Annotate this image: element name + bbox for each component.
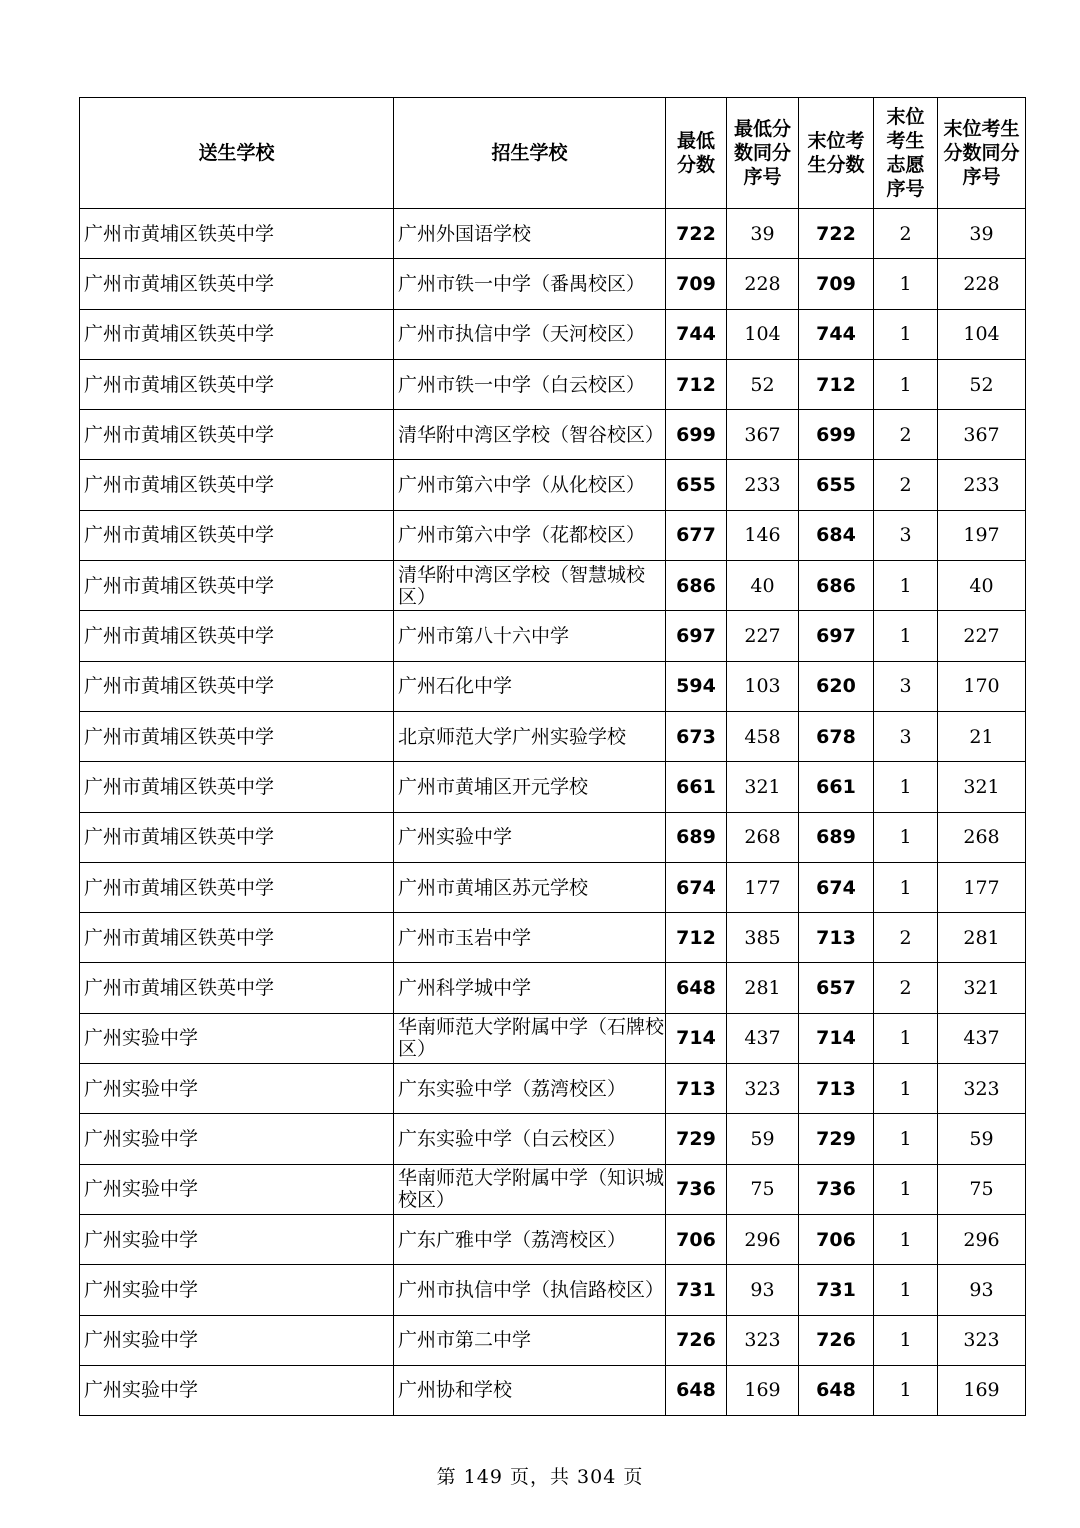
table-header <box>80 98 1026 209</box>
admitting-school-cell: 清华附中湾区学校（智谷校区） <box>394 410 666 460</box>
sending-school-cell: 广州市黄埔区铁英中学 <box>80 359 394 409</box>
last-score-cell: 689 <box>799 812 874 862</box>
header-last-choice-order-line: 序号 <box>886 178 925 200</box>
table-row <box>80 1013 1026 1063</box>
sending-school-cell: 广州实验中学 <box>80 1013 394 1063</box>
table-row <box>80 359 1026 409</box>
last-score-cell: 729 <box>799 1114 874 1164</box>
table-row <box>80 1164 1026 1214</box>
min-score-cell: 722 <box>666 209 727 259</box>
min-score-cell: 699 <box>666 410 727 460</box>
last-choice-order-cell: 1 <box>874 812 938 862</box>
sending-school-cell: 广州市黄埔区铁英中学 <box>80 862 394 912</box>
last-score-cell: 686 <box>799 561 874 611</box>
min-score-cell: 677 <box>666 510 727 560</box>
min-score-rank-cell: 104 <box>727 309 799 359</box>
min-score-rank-cell: 323 <box>727 1315 799 1365</box>
header-last-choice-order-line: 末位 <box>886 106 925 128</box>
admitting-school-cell: 广州市第八十六中学 <box>394 611 666 661</box>
min-score-rank-cell: 103 <box>727 661 799 711</box>
table-row <box>80 812 1026 862</box>
min-score-rank-cell: 75 <box>727 1164 799 1214</box>
table-row <box>80 711 1026 761</box>
min-score-rank-cell: 281 <box>727 963 799 1013</box>
last-score-cell: 726 <box>799 1315 874 1365</box>
last-choice-order-cell: 1 <box>874 1064 938 1114</box>
header-admitting-school-line: 招生学校 <box>491 142 568 164</box>
min-score-cell: 729 <box>666 1114 727 1164</box>
last-choice-order-cell: 2 <box>874 913 938 963</box>
last-score-rank-cell: 59 <box>938 1114 1026 1164</box>
min-score-cell: 744 <box>666 309 727 359</box>
min-score-rank-cell: 39 <box>727 209 799 259</box>
header-admitting-school <box>394 98 666 209</box>
sending-school-cell: 广州市黄埔区铁英中学 <box>80 711 394 761</box>
min-score-cell: 714 <box>666 1013 727 1063</box>
sending-school-cell: 广州市黄埔区铁英中学 <box>80 510 394 560</box>
header-min-score-rank-line: 序号 <box>743 166 782 188</box>
min-score-rank-cell: 59 <box>727 1114 799 1164</box>
sending-school-cell: 广州市黄埔区铁英中学 <box>80 812 394 862</box>
admitting-school-cell: 广州石化中学 <box>394 661 666 711</box>
header-sending-school <box>80 98 394 209</box>
last-score-cell: 678 <box>799 711 874 761</box>
admitting-school-cell: 广州市第二中学 <box>394 1315 666 1365</box>
table-row <box>80 913 1026 963</box>
header-last-choice-order-line: 志愿 <box>886 154 925 176</box>
min-score-rank-cell: 323 <box>727 1064 799 1114</box>
table-row <box>80 510 1026 560</box>
admitting-school-cell: 广州外国语学校 <box>394 209 666 259</box>
admitting-school-cell: 广州市铁一中学（番禺校区） <box>394 259 666 309</box>
last-score-cell: 661 <box>799 762 874 812</box>
admitting-school-cell: 华南师范大学附属中学（石牌校区） <box>394 1013 666 1063</box>
header-min-score-line: 最低 <box>676 130 715 152</box>
header-last-choice-order <box>874 98 938 209</box>
admitting-school-cell: 广东实验中学（白云校区） <box>394 1114 666 1164</box>
last-score-rank-cell: 323 <box>938 1315 1026 1365</box>
min-score-cell: 706 <box>666 1214 727 1264</box>
admitting-school-cell: 广州科学城中学 <box>394 963 666 1013</box>
last-score-cell: 657 <box>799 963 874 1013</box>
min-score-rank-cell: 385 <box>727 913 799 963</box>
table-row <box>80 611 1026 661</box>
sending-school-cell: 广州市黄埔区铁英中学 <box>80 309 394 359</box>
min-score-rank-cell: 268 <box>727 812 799 862</box>
min-score-cell: 713 <box>666 1064 727 1114</box>
last-choice-order-cell: 2 <box>874 963 938 1013</box>
admitting-school-cell: 广州协和学校 <box>394 1365 666 1415</box>
min-score-rank-cell: 52 <box>727 359 799 409</box>
min-score-cell: 648 <box>666 963 727 1013</box>
last-score-rank-cell: 52 <box>938 359 1026 409</box>
table-row <box>80 1114 1026 1164</box>
last-score-cell: 620 <box>799 661 874 711</box>
last-score-rank-cell: 169 <box>938 1365 1026 1415</box>
last-score-rank-cell: 321 <box>938 963 1026 1013</box>
last-score-rank-cell: 21 <box>938 711 1026 761</box>
last-choice-order-cell: 2 <box>874 460 938 510</box>
admitting-school-cell: 广东实验中学（荔湾校区） <box>394 1064 666 1114</box>
header-min-score-rank-line: 最低分 <box>733 118 791 140</box>
sending-school-cell: 广州实验中学 <box>80 1114 394 1164</box>
page-footer: 第 149 页，共 304 页 <box>436 1466 644 1488</box>
last-choice-order-cell: 1 <box>874 1013 938 1063</box>
header-last-score-rank <box>938 98 1026 209</box>
min-score-cell: 709 <box>666 259 727 309</box>
min-score-rank-cell: 227 <box>727 611 799 661</box>
min-score-rank-cell: 40 <box>727 561 799 611</box>
last-score-rank-cell: 75 <box>938 1164 1026 1214</box>
table-row <box>80 1315 1026 1365</box>
min-score-rank-cell: 233 <box>727 460 799 510</box>
min-score-rank-cell: 458 <box>727 711 799 761</box>
last-score-rank-cell: 177 <box>938 862 1026 912</box>
last-choice-order-cell: 2 <box>874 209 938 259</box>
last-score-cell: 699 <box>799 410 874 460</box>
header-last-score <box>799 98 874 209</box>
header-sending-school-line: 送生学校 <box>198 142 275 164</box>
admitting-school-cell: 广州市执信中学（天河校区） <box>394 309 666 359</box>
last-score-cell: 714 <box>799 1013 874 1063</box>
min-score-cell: 686 <box>666 561 727 611</box>
last-choice-order-cell: 3 <box>874 661 938 711</box>
sending-school-cell: 广州市黄埔区铁英中学 <box>80 661 394 711</box>
table-row <box>80 1365 1026 1415</box>
header-last-score-rank-line: 序号 <box>962 166 1001 188</box>
last-choice-order-cell: 1 <box>874 359 938 409</box>
last-score-cell: 709 <box>799 259 874 309</box>
table-row <box>80 862 1026 912</box>
last-score-rank-cell: 227 <box>938 611 1026 661</box>
last-score-rank-cell: 268 <box>938 812 1026 862</box>
last-choice-order-cell: 1 <box>874 762 938 812</box>
header-min-score <box>666 98 727 209</box>
admitting-school-cell: 广州市玉岩中学 <box>394 913 666 963</box>
sending-school-cell: 广州实验中学 <box>80 1214 394 1264</box>
table-row <box>80 661 1026 711</box>
header-min-score-rank <box>727 98 799 209</box>
last-score-rank-cell: 437 <box>938 1013 1026 1063</box>
sending-school-cell: 广州实验中学 <box>80 1064 394 1114</box>
min-score-rank-cell: 367 <box>727 410 799 460</box>
min-score-rank-cell: 169 <box>727 1365 799 1415</box>
last-score-cell: 706 <box>799 1214 874 1264</box>
min-score-cell: 655 <box>666 460 727 510</box>
min-score-rank-cell: 321 <box>727 762 799 812</box>
last-score-cell: 722 <box>799 209 874 259</box>
last-choice-order-cell: 1 <box>874 1164 938 1214</box>
last-score-rank-cell: 233 <box>938 460 1026 510</box>
last-score-rank-cell: 93 <box>938 1265 1026 1315</box>
last-score-cell: 736 <box>799 1164 874 1214</box>
last-score-rank-cell: 228 <box>938 259 1026 309</box>
table-row <box>80 1265 1026 1315</box>
sending-school-cell: 广州市黄埔区铁英中学 <box>80 762 394 812</box>
min-score-cell: 726 <box>666 1315 727 1365</box>
min-score-cell: 736 <box>666 1164 727 1214</box>
table-body <box>80 209 1026 1416</box>
admitting-school-cell: 广州市铁一中学（白云校区） <box>394 359 666 409</box>
last-choice-order-cell: 1 <box>874 862 938 912</box>
last-score-cell: 713 <box>799 913 874 963</box>
sending-school-cell: 广州市黄埔区铁英中学 <box>80 460 394 510</box>
table-row <box>80 460 1026 510</box>
last-choice-order-cell: 2 <box>874 410 938 460</box>
admitting-school-cell: 北京师范大学广州实验学校 <box>394 711 666 761</box>
header-last-score-line: 生分数 <box>807 154 865 176</box>
sending-school-cell: 广州市黄埔区铁英中学 <box>80 561 394 611</box>
last-score-rank-cell: 197 <box>938 510 1026 560</box>
last-score-cell: 744 <box>799 309 874 359</box>
admitting-school-cell: 清华附中湾区学校（智慧城校区） <box>394 561 666 611</box>
min-score-rank-cell: 437 <box>727 1013 799 1063</box>
last-choice-order-cell: 3 <box>874 510 938 560</box>
table-row <box>80 963 1026 1013</box>
last-score-rank-cell: 170 <box>938 661 1026 711</box>
last-score-rank-cell: 281 <box>938 913 1026 963</box>
table-row <box>80 410 1026 460</box>
sending-school-cell: 广州市黄埔区铁英中学 <box>80 410 394 460</box>
last-score-rank-cell: 40 <box>938 561 1026 611</box>
min-score-rank-cell: 177 <box>727 862 799 912</box>
header-last-score-rank-line: 末位考生 <box>943 118 1020 140</box>
min-score-rank-cell: 296 <box>727 1214 799 1264</box>
last-choice-order-cell: 1 <box>874 1265 938 1315</box>
min-score-rank-cell: 93 <box>727 1265 799 1315</box>
sending-school-cell: 广州实验中学 <box>80 1265 394 1315</box>
sending-school-cell: 广州市黄埔区铁英中学 <box>80 259 394 309</box>
last-choice-order-cell: 1 <box>874 561 938 611</box>
admitting-school-cell: 广东广雅中学（荔湾校区） <box>394 1214 666 1264</box>
admitting-school-cell: 广州市第六中学（花都校区） <box>394 510 666 560</box>
min-score-cell: 674 <box>666 862 727 912</box>
header-last-score-line: 末位考 <box>807 130 865 152</box>
admitting-school-cell: 广州市黄埔区苏元学校 <box>394 862 666 912</box>
header-last-choice-order-line: 考生 <box>886 130 925 152</box>
last-score-cell: 697 <box>799 611 874 661</box>
table-row <box>80 259 1026 309</box>
admitting-school-cell: 广州市执信中学（执信路校区） <box>394 1265 666 1315</box>
last-choice-order-cell: 1 <box>874 259 938 309</box>
sending-school-cell: 广州实验中学 <box>80 1164 394 1214</box>
min-score-cell: 731 <box>666 1265 727 1315</box>
last-choice-order-cell: 3 <box>874 711 938 761</box>
last-score-cell: 655 <box>799 460 874 510</box>
sending-school-cell: 广州实验中学 <box>80 1365 394 1415</box>
header-last-score-rank-line: 分数同分 <box>943 142 1020 164</box>
admitting-school-cell: 华南师范大学附属中学（知识城校区） <box>394 1164 666 1214</box>
last-score-rank-cell: 321 <box>938 762 1026 812</box>
sending-school-cell: 广州市黄埔区铁英中学 <box>80 963 394 1013</box>
last-choice-order-cell: 1 <box>874 1315 938 1365</box>
min-score-cell: 648 <box>666 1365 727 1415</box>
min-score-cell: 697 <box>666 611 727 661</box>
min-score-rank-cell: 146 <box>727 510 799 560</box>
min-score-cell: 712 <box>666 913 727 963</box>
min-score-cell: 712 <box>666 359 727 409</box>
min-score-cell: 594 <box>666 661 727 711</box>
last-score-rank-cell: 367 <box>938 410 1026 460</box>
last-choice-order-cell: 1 <box>874 1114 938 1164</box>
last-choice-order-cell: 1 <box>874 1214 938 1264</box>
last-score-rank-cell: 296 <box>938 1214 1026 1264</box>
table-row <box>80 209 1026 259</box>
min-score-cell: 673 <box>666 711 727 761</box>
sending-school-cell: 广州市黄埔区铁英中学 <box>80 913 394 963</box>
sending-school-cell: 广州市黄埔区铁英中学 <box>80 209 394 259</box>
admission-score-table <box>79 97 1026 1416</box>
table-row <box>80 309 1026 359</box>
table-row <box>80 762 1026 812</box>
sending-school-cell: 广州市黄埔区铁英中学 <box>80 611 394 661</box>
last-score-rank-cell: 39 <box>938 209 1026 259</box>
last-score-cell: 684 <box>799 510 874 560</box>
last-score-cell: 648 <box>799 1365 874 1415</box>
last-choice-order-cell: 1 <box>874 1365 938 1415</box>
header-row <box>80 98 1026 209</box>
last-score-cell: 713 <box>799 1064 874 1114</box>
last-choice-order-cell: 1 <box>874 309 938 359</box>
sending-school-cell: 广州实验中学 <box>80 1315 394 1365</box>
last-score-cell: 712 <box>799 359 874 409</box>
admitting-school-cell: 广州市黄埔区开元学校 <box>394 762 666 812</box>
header-min-score-line: 分数 <box>676 154 715 176</box>
admitting-school-cell: 广州实验中学 <box>394 812 666 862</box>
last-score-rank-cell: 323 <box>938 1064 1026 1114</box>
last-score-cell: 674 <box>799 862 874 912</box>
last-score-cell: 731 <box>799 1265 874 1315</box>
min-score-cell: 661 <box>666 762 727 812</box>
last-score-rank-cell: 104 <box>938 309 1026 359</box>
header-min-score-rank-line: 数同分 <box>733 142 791 164</box>
min-score-rank-cell: 228 <box>727 259 799 309</box>
table-row <box>80 1214 1026 1264</box>
min-score-cell: 689 <box>666 812 727 862</box>
table-row <box>80 1064 1026 1114</box>
last-choice-order-cell: 1 <box>874 611 938 661</box>
admitting-school-cell: 广州市第六中学（从化校区） <box>394 460 666 510</box>
table-row <box>80 561 1026 611</box>
